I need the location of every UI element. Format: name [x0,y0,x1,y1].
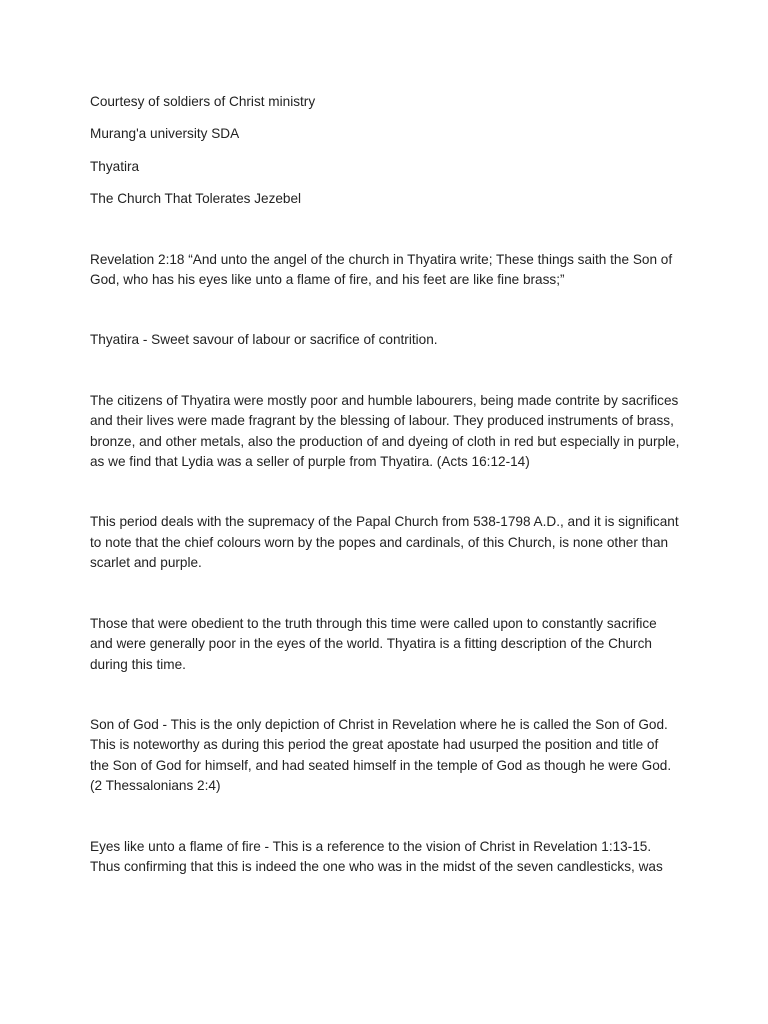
paragraph-papal-period: This period deals with the supremacy of the Papal Church from 538-1798 A.D., and it is significant to note that the chief colours worn by the popes and cardinals, of this Church, is none other than scarlet and purple. [90,514,679,571]
university-line: Murang'a university SDA [90,126,240,142]
document-page [90,92,680,877]
paragraph-son-of-god: Son of God - This is the only depiction of Christ in Revelation where he is called the Son of God. This is noteworthy as during this period the great apostate had usurped the position and title of the Son of God for himself, and had seated himself in the temple of God as though he were God. (2 Thessalonians 2:4) [90,716,672,794]
paragraph-thyatira-meaning: Thyatira - Sweet savour of labour or sacrifice of contrition. [90,332,438,348]
paragraph-revelation-verse: Revelation 2:18 “And unto the angel of the church in Thyatira write; These things saith the Son of God, who has his eyes like unto a flame of fire, and his feet are like fine brass;” [90,251,673,288]
paragraph-obedient: Those that were obedient to the truth through this time were called upon to constantly sacrifice and were generally poor in the eyes of the world. Thyatira is a fitting description of the Church during this time. [90,615,657,672]
church-name-line: Thyatira [90,158,140,174]
document-subtitle: The Church That Tolerates Jezebel [90,191,302,207]
paragraph-citizens: The citizens of Thyatira were mostly poor and humble labourers, being made contrite by sacrifices and their lives were made fragrant by the blessing of labour. They produced instruments of brass, bronze, and other metals, also the production of and dyeing of cloth in red but especially in purple, as we find that Lydia was a seller of purple from Thyatira. (Acts 16:12-14) [90,392,680,470]
ministry-credit-line: Courtesy of soldiers of Christ ministry [90,94,316,109]
paragraph-eyes-flame: Eyes like unto a flame of fire - This is a reference to the vision of Christ in Revelation 1:13-15. Thus confirming that this is indeed the one who was in the midst of the seven candlesticks, was [90,838,663,874]
